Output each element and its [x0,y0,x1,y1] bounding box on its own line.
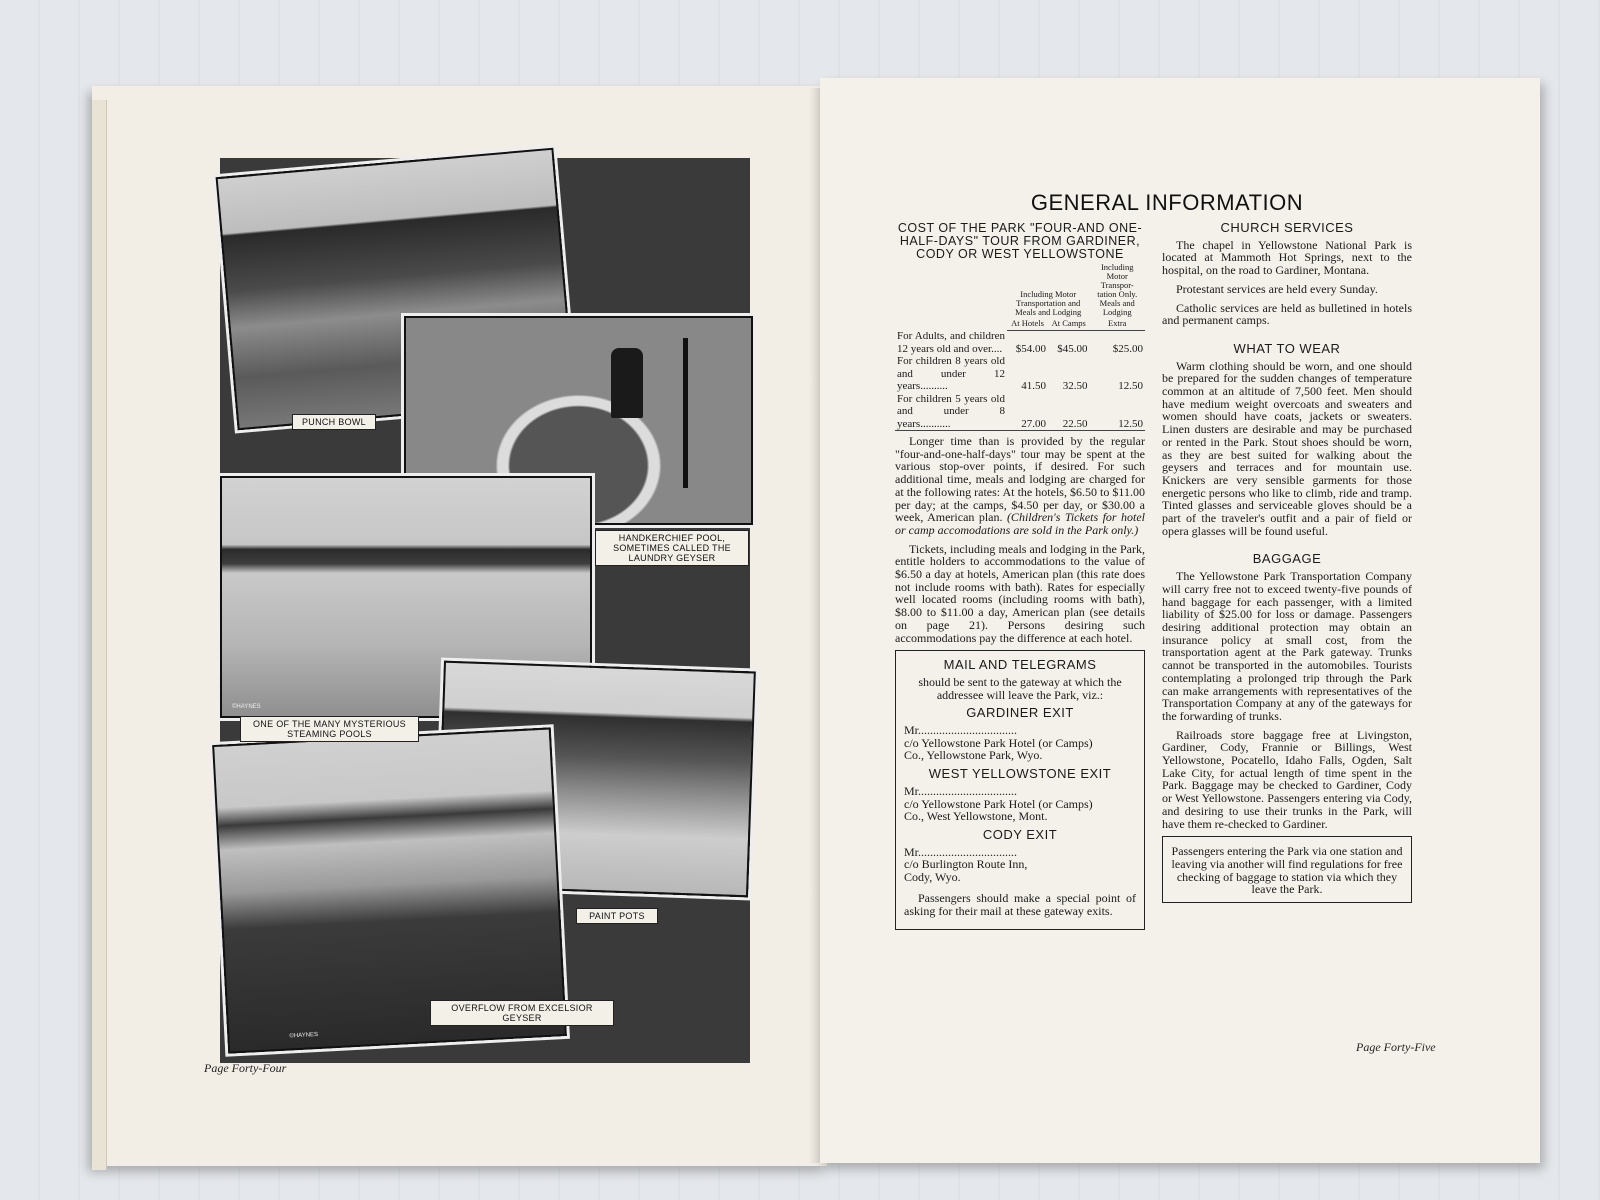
paragraph-additional-time: Longer time than is provided by the regular "four-and-one-half-days" tour may be spent at the various stop-over points, if desired. For such additional time, meals and lodging are charged for at the following rates: At the hotels, $6.50 to $11.00 per day; at the camps, $4.50 per day, or $30.00 a week, American plan. (Children's Tickets for hotel or camp accomodations are sold in the Park only.) [895,434,1146,537]
table-row: For Adults, and children 12 years old and over.... $54.00 $45.00 $25.00 [897,330,1143,355]
address-line: Co., Yellowstone Park, Wyo. [904,748,1043,763]
cost-sub-camps: At Camps [1048,317,1089,330]
caption-steaming-pools: ONE OF THE MANY MYSTERIOUS STEAMING POOLS [240,716,419,742]
church-paragraph: Protestant services are held every Sunday. [1176,281,1378,296]
cost-sub-extra: Extra [1089,317,1145,330]
cost-col-b-header: Including Motor Transpor-tation Only. Meals and Lodging [1097,262,1138,317]
caption-handkerchief-pool: HANDKERCHIEF POOL, SOMETIMES CALLED THE LAUNDRY GEYSER [595,530,749,566]
mail-heading: MAIL AND TELEGRAMS [943,657,1097,673]
paragraph-tickets: Tickets, including meals and lodging in the Park, entitle holders to accommodations to the value of $6.50 a day at hotels, American plan (this rate does not include rooms with bath). Rates for especially well located rooms (including rooms with bath), $8.00 to $11.00 a day, American plan (see details on page 21). Persons desiring such accommodations pay the difference at each hotel. [895,541,1145,645]
address-line: Mr................................. [904,844,1018,859]
caption-punch-bowl: PUNCH BOWL [292,414,376,430]
mail-note: Passengers should make a special point of asking for their mail at these gateway exits. [904,890,1136,918]
gardiner-exit-heading: GARDINER EXIT [966,705,1074,721]
mail-intro: should be sent to the gateway at which the addressee will leave the Park, viz.: [918,674,1122,702]
page-number-left: Page Forty-Four [204,1061,287,1075]
church-paragraph: The chapel in Yellowstone National Park is located at Mammoth Hot Springs, next to the hospital, on the road to Gardiner, Montana. [1162,237,1412,278]
wear-paragraph: Warm clothing should be worn, and one should be prepared for the sudden changes of temperature common at an altitude of 7,500 feet. Men should have medium weight overcoats and sweaters and women should have coats, jackets or sweaters. Linen dusters are desirable and may be purchased or rented in the Park. Stout shoes should be worn, as they are best suited for walking about the geysers and terraces and for mountain use. Knickers are very sensible garments for those energetic persons who like to climb, ride and tramp. Tinted glasses and serviceable gloves should be a part of the traveler's outfit and a pair of field or opera glasses will be found useful. [1162,358,1412,538]
caption-excelsior-geyser: OVERFLOW FROM EXCELSIOR GEYSER [430,1000,614,1026]
cost-heading: COST OF THE PARK "FOUR-AND ONE-HALF-DAYS" TOUR FROM GARDINER, CODY OR WEST YELLOWSTONE [897,221,1143,261]
figure-person [611,348,643,418]
photo-plate [220,158,750,1063]
cody-exit-heading: CODY EXIT [982,826,1058,842]
address-line: c/o Yellowstone Park Hotel (or Camps) [904,796,1093,811]
cost-sub-hotels: At Hotels [1007,317,1048,330]
address-line: Mr................................. [904,723,1018,738]
baggage-note-box: Passengers entering the Park via one station and leaving via another will find regulations for free checking of baggage to station via which they leave the Park. [1162,836,1412,903]
address-line: Cody, Wyo. [904,870,961,885]
cost-col-a-header: Including Motor Transportation and Meals and Lodging [1015,289,1082,317]
caption-paint-pots: PAINT POTS [576,908,658,924]
baggage-paragraph: Railroads store baggage free at Livingston, Gardiner, Cody, Frannie or Billings, West Yellowstone, Pocatello, Idaho Falls, Ogden, Salt Lake City, for actual length of time spent in the Park. Baggage may be checked to Gardiner, Cody or West Yellowstone. Passengers entering via Cody, and desiring to use their trunks in the Park, will have them re-checked to Gardiner. [1162,727,1412,831]
church-heading: CHURCH SERVICES [1220,220,1354,235]
left-column [895,222,1145,930]
mail-telegrams-box [895,650,1145,930]
address-line: c/o Yellowstone Park Hotel (or Camps) [904,735,1093,750]
cost-table [895,263,1145,431]
photo-credit: ©HAYNES [232,704,261,710]
address-line: Mr................................. [904,783,1018,798]
right-column [1162,222,1412,903]
address-line: Co., West Yellowstone, Mont. [904,809,1048,824]
right-page [820,78,1540,1163]
church-paragraph: Catholic services are held as bulletined in hotels and permanent camps. [1162,300,1412,328]
photo-credit: ©HAYNES [289,1031,319,1040]
signpost [683,338,688,488]
baggage-heading: BAGGAGE [1252,551,1322,567]
table-row: For children 5 years old and under 8 years........... 27.00 22.50 12.50 [897,392,1143,430]
west-yellowstone-exit-heading: WEST YELLOWSTONE EXIT [928,766,1112,782]
open-booklet [80,78,1540,1178]
address-line: c/o Burlington Route Inn, [904,857,1028,872]
page-stack-edge [92,100,107,1170]
table-row: For children 8 years old and under 12 years.......... 41.50 32.50 12.50 [897,355,1143,392]
wear-heading: WHAT TO WEAR [1233,340,1341,356]
left-page [92,86,827,1166]
baggage-paragraph: The Yellowstone Park Transportation Company will carry free not to exceed twenty-five pounds of hand baggage for each passenger, with a limited liability of $25.00 for loss or damage. Passengers desiring additional protection may obtain an insurance policy at small cost, from the transportation agent at the Park gateway. Trunks cannot be transported in the automobiles. Tourists contemplating a prolonged trip through the Park can make arrangements with representatives of the Transportation Company at any of the gateways for the forwarding of trunks. [1162,569,1412,723]
page-number-right: Page Forty-Five [1356,1040,1436,1054]
page-title: GENERAL INFORMATION [1030,190,1304,215]
